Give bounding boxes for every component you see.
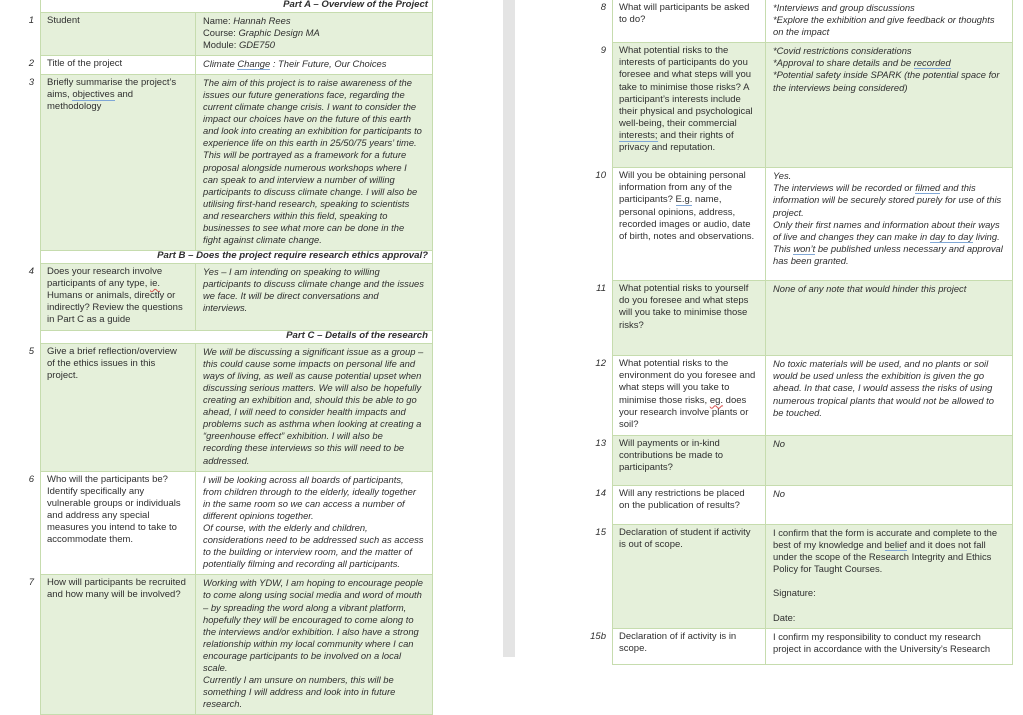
answer-cell[interactable]: No — [765, 436, 1013, 486]
table-row — [0, 13, 433, 56]
row-number: 12 — [595, 358, 606, 370]
question-cell[interactable]: Briefly summarise the project’s aims, objectives and methodology — [40, 75, 195, 251]
question-cell[interactable]: What will participants be asked to do? — [612, 0, 765, 43]
row-number: 15b — [590, 630, 606, 642]
question-cell[interactable]: How will participants be recruited and how many will be involved? — [40, 575, 195, 715]
spellcheck-mark: eg. — [709, 394, 724, 406]
answer-cell[interactable]: No toxic materials will be used, and no plants or soil would be used unless the exhibition is given the go ahead. In that case, I would assess the risks of using numerous tropical plants that would not be allowed to be touched. — [765, 356, 1013, 436]
answer-cell[interactable]: We will be discussing a significant issue as a group – this could cause some impacts on personal life and ways of living, as well as cause potential upset when discussing serious matters. We will also be hopefully creating an exhibition and, should this be able to go ahead, I will need to consider health impacts and problems such as asthma when looking at creating a “greenhouse effect” exhibition. I will also be recording these interviews so this will need to be addressed. — [195, 344, 433, 472]
table-row — [0, 75, 433, 251]
table-row — [0, 264, 433, 331]
ethics-form-table-questions-8-15b — [515, 0, 1013, 665]
answer-cell[interactable]: I confirm that the form is accurate and complete to the best of my knowledge and belief and it does not fall under the scope of the Research Integrity and Ethics Policy for Taught Courses. Signature: Date: — [765, 525, 1013, 629]
answer-cell[interactable]: *Interviews and group discussions *Explore the exhibition and give feedback or thoughts on the impact — [765, 0, 1013, 43]
row-number-spacer — [0, 331, 40, 344]
row-number: 3 — [28, 76, 34, 88]
table-row — [0, 472, 433, 576]
section-header[interactable]: Part C – Details of the research — [40, 331, 433, 344]
question-cell[interactable]: Will any restrictions be placed on the publication of results? — [612, 486, 765, 525]
question-cell[interactable]: Does your research involve participants of any type, ie. Humans or animals, directly or indirectly? Review the questions in Part C as a guide — [40, 264, 195, 331]
row-number-spacer — [0, 0, 40, 13]
row-number: 1 — [28, 14, 34, 26]
grammar-mark: filmed — [915, 182, 941, 194]
question-cell[interactable]: Declaration of if activity is in scope. — [612, 629, 765, 665]
grammar-mark: objectives — [72, 88, 115, 100]
row-number: 15 — [595, 526, 606, 538]
answer-cell[interactable]: Yes – I am intending on speaking to willing participants to discuss climate change and the issues we face. It will be direct conversations and interviews. — [195, 264, 433, 331]
row-number: 14 — [595, 487, 606, 499]
ethics-form-table-parts-a-b-c — [0, 0, 433, 715]
section-header[interactable]: Part A – Overview of the Project — [40, 0, 433, 13]
answer-cell[interactable]: I confirm my responsibility to conduct my research project in accordance with the University’s Research — [765, 629, 1013, 665]
answer-cell[interactable]: No — [765, 486, 1013, 525]
grammar-mark: E.g. — [675, 194, 693, 206]
answer-cell[interactable]: Working with YDW, I am hoping to encourage people to come along using social media and word of mouth – by spreading the word along a vibrant platform, hopefully they will be encouraged to come along to the interviews and/or exhibition. I also have a strong relationship within my local community where I can encourage participants to be involved on a local scale. Currently I am unsure on numbers, this will be something I will address and look into in future research. — [195, 575, 433, 715]
section-header-row — [0, 331, 433, 344]
row-number: 6 — [28, 473, 34, 485]
row-number: 5 — [28, 345, 34, 357]
italic-value: Hannah Rees — [233, 14, 291, 26]
answer-cell[interactable]: The aim of this project is to raise awareness of the issues our future generations face, regarding the current climate change crisis. I want to consider the impact our choices have on the future of this earth and look into creating an exhibition for participants to experience life on this earth in 25/50/75 years’ time. This will be portrayed as a framework for a future proposal alongside numerous workshops where I can speak to and interview a number of willing participants to discuss climate change. I will also be utilising first-hand research, speaking to scientists and researchers within this field, speaking to businesses to see what more can be done in the fight against climate change. — [195, 75, 433, 251]
row-number-spacer — [0, 251, 40, 264]
grammar-mark: belief — [884, 538, 907, 550]
grammar-mark: won’t — [793, 242, 816, 254]
row-number: 4 — [28, 265, 34, 277]
page-gap — [503, 0, 515, 657]
question-cell[interactable]: Title of the project — [40, 56, 195, 75]
question-cell[interactable]: Will you be obtaining personal information from any of the participants? E.g. name, personal opinions, address, recorded images or audio, date of birth, notes and observations. — [612, 168, 765, 281]
table-row — [515, 356, 1013, 436]
question-cell[interactable]: Give a brief reflection/overview of the ethics issues in this project. — [40, 344, 195, 472]
section-header[interactable]: Part B – Does the project require research ethics approval? — [40, 251, 433, 264]
table-row — [515, 281, 1013, 356]
section-header-row — [0, 251, 433, 264]
document-page-1 — [0, 0, 503, 710]
table-row — [515, 436, 1013, 486]
row-number: 10 — [595, 170, 606, 182]
answer-cell[interactable]: None of any note that would hinder this project — [765, 281, 1013, 356]
document-page-2 — [515, 0, 1023, 657]
question-cell[interactable]: Declaration of student if activity is out of scope. — [612, 525, 765, 629]
row-number: 2 — [28, 57, 34, 69]
table-row — [0, 56, 433, 75]
question-cell[interactable]: Who will the participants be? Identify specifically any vulnerable groups or individuals and address any special measures you intend to take to accommodate them. — [40, 472, 195, 576]
question-cell[interactable]: What potential risks to the interests of participants do you foresee and what steps will you take to minimise those risks? A participant’s interests include their physical and psychological well-being, their commercial interests; and their rights of privacy and reputation. — [612, 43, 765, 168]
table-row — [0, 344, 433, 472]
grammar-mark: interests; — [619, 129, 658, 141]
answer-cell[interactable]: *Covid restrictions considerations *Approval to share details and be recorded *Potential safety inside SPARK (the potential space for the interviews being considered) — [765, 43, 1013, 168]
question-cell[interactable]: What potential risks to yourself do you foresee and what steps will you take to minimise those risks? — [612, 281, 765, 356]
table-row — [515, 43, 1013, 168]
row-number: 7 — [28, 577, 34, 589]
grammar-mark: recorded — [913, 57, 951, 69]
question-cell[interactable]: Will payments or in-kind contributions be made to participants? — [612, 436, 765, 486]
table-row — [515, 168, 1013, 281]
spellcheck-mark: ie. — [149, 277, 161, 289]
table-row — [515, 629, 1013, 665]
table-row — [515, 486, 1013, 525]
row-number: 8 — [600, 2, 606, 13]
italic-value: GDE750 — [238, 38, 275, 50]
table-row — [515, 0, 1013, 43]
answer-cell[interactable]: Name: Hannah Rees Course: Graphic Design MA Module: GDE750 — [195, 13, 433, 56]
row-number: 9 — [600, 45, 606, 57]
answer-cell[interactable]: Climate Change : Their Future, Our Choices — [195, 56, 433, 75]
question-cell[interactable]: Student — [40, 13, 195, 56]
answer-cell[interactable]: I will be looking across all boards of participants, from children through to the elderly, ideally together in the same room so we can access a number of different opinions together. Of course, with the elderly and children, considerations need to be addressed such as access to the building or interview room, and the matter of potentially filming and recording all participants. — [195, 472, 433, 576]
question-cell[interactable]: What potential risks to the environment do you foresee and what steps will you take to minimise those risks, eg. does your research involve plants or soil? — [612, 356, 765, 436]
row-number: 11 — [596, 283, 606, 295]
section-header-row — [0, 0, 433, 13]
table-row — [0, 575, 433, 715]
row-number: 13 — [595, 437, 606, 449]
table-row — [515, 525, 1013, 629]
grammar-mark: day to day — [929, 230, 974, 242]
italic-value: Graphic Design MA — [238, 26, 320, 38]
answer-cell[interactable]: Yes. The interviews will be recorded or filmed and this information will be securely stored purely for use of this project. Only their first names and information about their ways of live and changes they can make in day to day living. This won’t be published unless necessary and approval has been granted. — [765, 168, 1013, 281]
grammar-mark: Change — [237, 57, 271, 69]
